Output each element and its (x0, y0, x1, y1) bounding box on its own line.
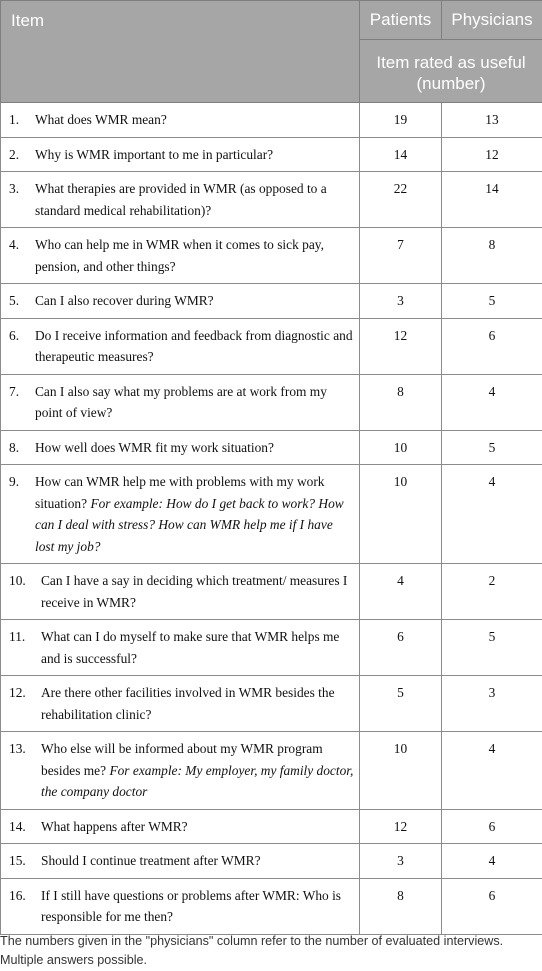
item-cell (1, 430, 360, 465)
patients-count: 12 (360, 809, 442, 844)
item-number: 8. (9, 439, 20, 455)
physicians-count: 13 (442, 103, 542, 138)
item-number: 7. (9, 383, 20, 399)
patients-count: 12 (360, 318, 442, 374)
item-text (41, 570, 355, 613)
table-row (1, 676, 542, 732)
item-number: 9. (9, 474, 20, 489)
item-text (35, 381, 355, 424)
item-text (41, 885, 355, 928)
patients-count: 3 (360, 844, 442, 879)
physicians-count: 4 (442, 844, 542, 879)
patients-count: 10 (360, 732, 442, 810)
physicians-count: 8 (442, 228, 542, 284)
item-text (35, 144, 355, 166)
item-question: If I still have questions or problems after WMR: Who is responsible for me then? (41, 887, 342, 924)
item-question: Should I continue treatment after WMR? (41, 853, 261, 868)
table-row (1, 620, 542, 676)
table-row (1, 430, 542, 465)
patients-count: 10 (360, 430, 442, 465)
item-question: Can I also recover during WMR? (35, 293, 214, 308)
patients-count: 5 (360, 676, 442, 732)
item-number: 11. (9, 629, 26, 644)
item-text (35, 234, 355, 277)
item-text (41, 816, 355, 838)
item-cell (1, 564, 360, 620)
item-number: 3. (9, 181, 20, 196)
physicians-count: 5 (442, 620, 542, 676)
item-text (35, 471, 355, 557)
item-question: How well does WMR fit my work situation? (35, 439, 274, 455)
item-cell (1, 844, 360, 879)
physicians-count: 12 (442, 137, 542, 172)
table-row (1, 465, 542, 564)
header-item: Item (1, 1, 360, 103)
table-row (1, 172, 542, 228)
table-row (1, 732, 542, 810)
item-question: What therapies are provided in WMR (as opposed to a standard medical rehabilitation)? (35, 181, 327, 218)
physicians-count: 4 (442, 374, 542, 430)
item-text (35, 437, 355, 459)
item-cell (1, 103, 360, 138)
item-number: 4. (9, 237, 20, 252)
patients-count: 6 (360, 620, 442, 676)
header-rated-useful: Item rated as useful (number) (360, 40, 542, 103)
table-row (1, 103, 542, 138)
item-number: 5. (9, 293, 20, 308)
item-number: 14. (9, 818, 26, 834)
item-cell (1, 878, 360, 934)
item-question: Can I have a say in deciding which treatment/ measures I receive in WMR? (41, 573, 348, 610)
patients-count: 8 (360, 878, 442, 934)
item-number: 13. (9, 741, 26, 756)
item-question: Can I also say what my problems are at work from my point of view? (35, 383, 327, 420)
item-number: 12. (9, 685, 26, 700)
patients-count: 3 (360, 284, 442, 319)
item-cell (1, 676, 360, 732)
item-number: 16. (9, 887, 26, 903)
item-text (41, 626, 355, 669)
patients-count: 14 (360, 137, 442, 172)
item-question: What happens after WMR? (41, 818, 188, 834)
physicians-count: 5 (442, 430, 542, 465)
header-physicians: Physicians (442, 1, 542, 40)
physicians-count: 5 (442, 284, 542, 319)
table-footnote: The numbers given in the "physicians" column refer to the number of evaluated interviews. Multiple answers possible. (0, 934, 504, 967)
table-row (1, 228, 542, 284)
patients-count: 19 (360, 103, 442, 138)
table-row (1, 809, 542, 844)
physicians-count: 14 (442, 172, 542, 228)
item-cell (1, 732, 360, 810)
item-question: Why is WMR important to me in particular? (35, 146, 274, 162)
item-cell (1, 172, 360, 228)
physicians-count: 2 (442, 564, 542, 620)
table-row (1, 284, 542, 319)
physicians-count: 6 (442, 878, 542, 934)
table-row (1, 878, 542, 934)
item-cell (1, 620, 360, 676)
item-question: What does WMR mean? (35, 112, 167, 127)
item-number: 10. (9, 573, 26, 588)
item-cell (1, 318, 360, 374)
patients-count: 4 (360, 564, 442, 620)
item-text (35, 109, 355, 131)
item-question: What can I do myself to make sure that WMR helps me and is successful? (41, 629, 340, 666)
table-row (1, 137, 542, 172)
patients-count: 7 (360, 228, 442, 284)
item-cell (1, 374, 360, 430)
physicians-count: 4 (442, 732, 542, 810)
patients-count: 10 (360, 465, 442, 564)
table-row (1, 318, 542, 374)
item-number: 6. (9, 327, 20, 343)
item-question: How can WMR help me with problems with my work situation? (35, 474, 325, 511)
item-text (35, 325, 355, 368)
item-cell (1, 465, 360, 564)
item-cell (1, 284, 360, 319)
item-text (41, 682, 355, 725)
item-cell (1, 228, 360, 284)
table-row (1, 564, 542, 620)
item-text (35, 290, 355, 312)
header-patients: Patients (360, 1, 442, 40)
item-text (35, 178, 355, 221)
item-example: For example: My employer, my family doctor, the company doctor (41, 762, 354, 799)
physicians-count: 3 (442, 676, 542, 732)
physicians-count: 4 (442, 465, 542, 564)
patients-count: 22 (360, 172, 442, 228)
physicians-count: 6 (442, 809, 542, 844)
item-question: Who else will be informed about my WMR program besides me? (41, 741, 323, 778)
table-row (1, 374, 542, 430)
item-example: For example: How do I get back to work? How can I deal with stress? How can WMR help me if I have lost my job? (35, 495, 344, 554)
item-number: 1. (9, 112, 20, 127)
item-cell (1, 809, 360, 844)
physicians-count: 6 (442, 318, 542, 374)
table-body (1, 103, 542, 935)
item-number: 2. (9, 146, 20, 162)
item-cell (1, 137, 360, 172)
item-question: Do I receive information and feedback from diagnostic and therapeutic measures? (35, 327, 353, 364)
item-question: Who can help me in WMR when it comes to sick pay, pension, and other things? (35, 237, 324, 274)
item-text (41, 850, 355, 872)
table-row (1, 844, 542, 879)
patients-count: 8 (360, 374, 442, 430)
item-text (41, 738, 355, 803)
item-number: 15. (9, 853, 26, 868)
header-row (1, 1, 542, 40)
item-question: Are there other facilities involved in WMR besides the rehabilitation clinic? (41, 685, 335, 722)
